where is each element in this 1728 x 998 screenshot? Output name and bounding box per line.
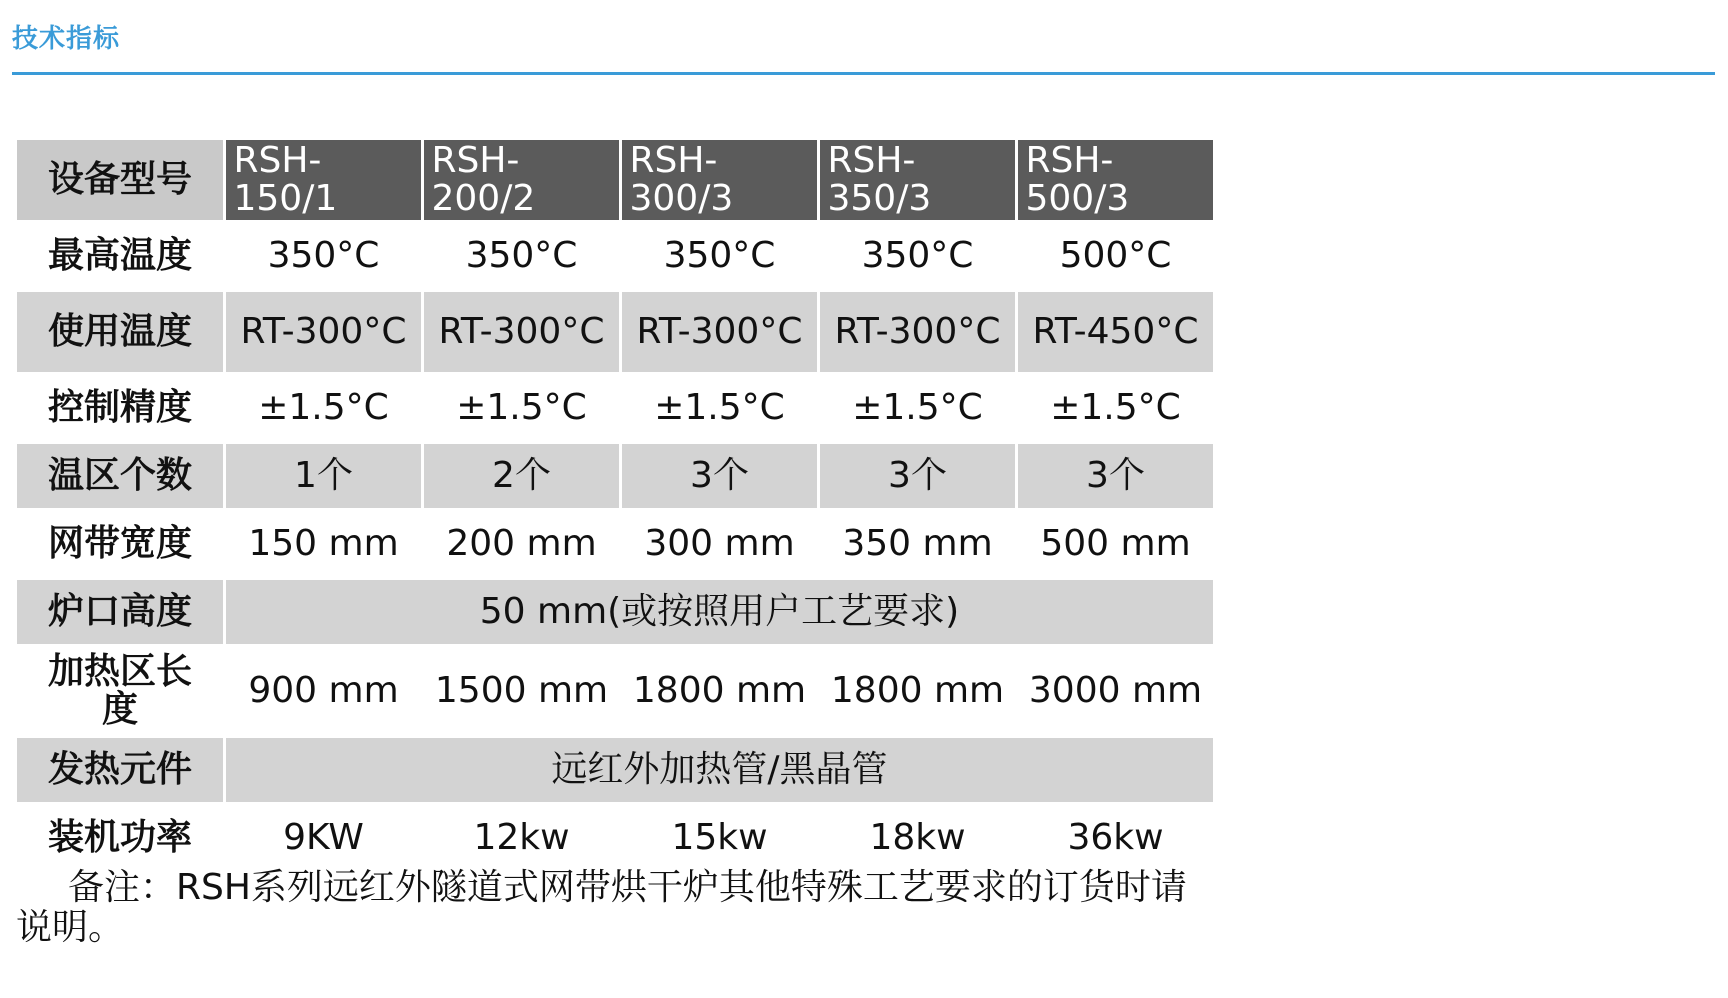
table-cell: 500 mm [1018, 512, 1213, 580]
table-row-zones [17, 444, 1213, 512]
table-cell: 3个 [820, 444, 1015, 512]
table-cell: 1个 [226, 444, 421, 512]
model-header: RSH-500/3 [1018, 140, 1213, 224]
table-cell: 350°C [226, 224, 421, 292]
table-cell: 3个 [1018, 444, 1213, 512]
table-cell: RT-300°C [226, 292, 421, 376]
table-cell: ±1.5°C [226, 376, 421, 444]
table-cell: RT-300°C [820, 292, 1015, 376]
table-row-use-temp [17, 292, 1213, 376]
table-cell: 1800 mm [820, 648, 1015, 738]
row-label: 发热元件 [17, 738, 223, 806]
row-label: 温区个数 [17, 444, 223, 512]
table-cell: 900 mm [226, 648, 421, 738]
table-cell: RT-450°C [1018, 292, 1213, 376]
table-row-opening-height [17, 580, 1213, 648]
table-row-max-temp [17, 224, 1213, 292]
row-label: 炉口高度 [17, 580, 223, 648]
table-header-row [17, 140, 1213, 224]
table-cell: ±1.5°C [1018, 376, 1213, 444]
table-cell: 350°C [424, 224, 619, 292]
table-row-heating-length [17, 648, 1213, 738]
table-cell: 9KW [226, 806, 421, 874]
table-cell: 15kw [622, 806, 817, 874]
table-cell: 12kw [424, 806, 619, 874]
table-cell: 2个 [424, 444, 619, 512]
row-label: 控制精度 [17, 376, 223, 444]
row-label: 装机功率 [17, 806, 223, 874]
table-cell: 3000 mm [1018, 648, 1213, 738]
merged-cell: 50 mm(或按照用户工艺要求) [226, 580, 1213, 648]
table-cell: ±1.5°C [622, 376, 817, 444]
row-label: 最高温度 [17, 224, 223, 292]
row-label: 加热区长度 [17, 648, 223, 738]
table-row-heating-element [17, 738, 1213, 806]
table-cell: ±1.5°C [820, 376, 1015, 444]
table-cell: 150 mm [226, 512, 421, 580]
table-cell: 500°C [1018, 224, 1213, 292]
model-header: RSH-300/3 [622, 140, 817, 224]
row-label: 网带宽度 [17, 512, 223, 580]
table-cell: RT-300°C [622, 292, 817, 376]
table-cell: 350 mm [820, 512, 1015, 580]
merged-cell: 远红外加热管/黑晶管 [226, 738, 1213, 806]
header-label: 设备型号 [17, 140, 223, 224]
table-cell: 350°C [820, 224, 1015, 292]
footnote: 备注：RSH系列远红外隧道式网带烘干炉其他特殊工艺要求的订货时请说明。 [16, 867, 1187, 948]
table-cell: 18kw [820, 806, 1015, 874]
table-cell: 350°C [622, 224, 817, 292]
title-divider [12, 72, 1715, 75]
model-header: RSH-150/1 [226, 140, 421, 224]
table-cell: 1500 mm [424, 648, 619, 738]
table-cell: 36kw [1018, 806, 1213, 874]
table-cell: 1800 mm [622, 648, 817, 738]
table-row-belt-width [17, 512, 1213, 580]
model-header: RSH-200/2 [424, 140, 619, 224]
table-cell: RT-300°C [424, 292, 619, 376]
table-row-precision [17, 376, 1213, 444]
table-row-power [17, 806, 1213, 874]
row-label: 使用温度 [17, 292, 223, 376]
spec-table [14, 140, 1216, 874]
table-cell: 200 mm [424, 512, 619, 580]
section-title: 技术指标 [12, 24, 121, 54]
table-cell: 300 mm [622, 512, 817, 580]
table-cell: 3个 [622, 444, 817, 512]
table-cell: ±1.5°C [424, 376, 619, 444]
model-header: RSH-350/3 [820, 140, 1015, 224]
